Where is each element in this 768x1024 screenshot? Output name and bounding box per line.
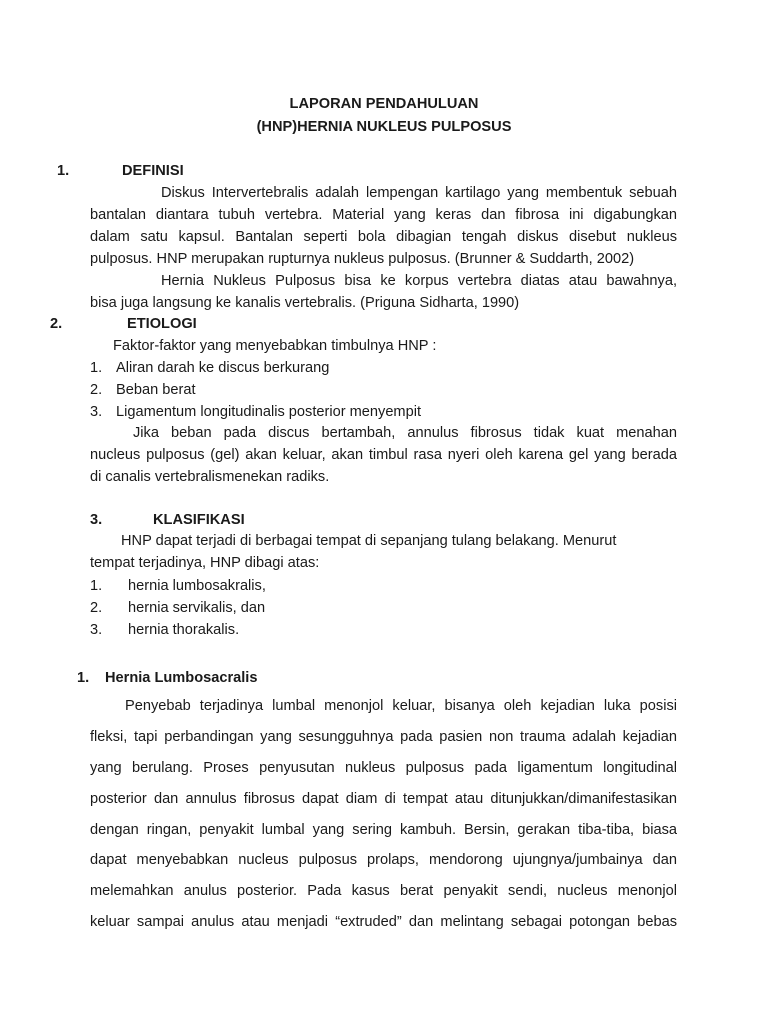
list-item-number: 3.: [90, 404, 103, 420]
document-title: LAPORAN PENDAHULUAN: [289, 96, 479, 112]
list-item-text: Ligamentum longitudinalis posterior menyempit: [116, 404, 422, 420]
list-item-number: 1.: [90, 360, 103, 376]
list-item-text: hernia servikalis, dan: [128, 600, 266, 616]
paragraph-line: di canalis vertebralismenekan radiks.: [90, 469, 330, 485]
paragraph-line: fleksi, tapi perbandingan yang sesungguhnya pada pasien non trauma adalah kejadian: [90, 728, 677, 745]
paragraph-line: tempat terjadinya, HNP dibagi atas:: [90, 555, 320, 571]
paragraph-line: posterior dan annulus fibrosus dapat diam di tempat atau ditunjukkan/dimanifestasikan: [90, 790, 677, 807]
klasifikasi-intro: [90, 530, 677, 574]
paragraph-line: melemahkan anulus posterior. Pada kasus berat penyakit sendi, nucleus menonjol: [90, 883, 677, 900]
paragraph-line: Penyebab terjadinya lumbal menonjol keluar, bisanya oleh kejadian luka posisi: [125, 698, 677, 714]
list-item-text: Aliran darah ke discus berkurang: [116, 360, 330, 376]
list-item-number: 2.: [90, 382, 103, 398]
section-number-klasifikasi: 3.: [90, 512, 103, 528]
document-subtitle: (HNP)HERNIA NUKLEUS PULPOSUS: [256, 119, 512, 135]
paragraph-line: dalam satu kapsul. Bantalan seperti bola dibagian tengah diskus disebut nukleus: [90, 229, 677, 245]
paragraph-line: pulposus. HNP merupakan rupturnya nukleus pulposus. (Brunner & Suddarth, 2002): [90, 251, 635, 267]
paragraph-line: dengan ringan, penyakit lumbal yang sering kambuh. Bersin, gerakan tiba-tiba, biasa: [90, 821, 677, 838]
lumbosacralis-paragraph: [90, 691, 677, 938]
list-item-text: hernia lumbosakralis,: [128, 578, 266, 594]
etiologi-intro: Faktor-faktor yang menyebabkan timbulnya HNP :: [113, 338, 437, 354]
list-item-number: 1.: [90, 578, 103, 594]
paragraph-line: Hernia Nukleus Pulposus bisa ke korpus vertebra diatas atau bawahnya,: [161, 273, 677, 289]
paragraph-line: HNP dapat terjadi di berbagai tempat di sepanjang tulang belakang. Menurut: [121, 533, 617, 549]
list-item-text: hernia thorakalis.: [128, 622, 240, 638]
list-item-text: Beban berat: [116, 382, 196, 398]
section-heading-definisi: DEFINISI: [122, 163, 184, 179]
definisi-paragraph-2: [90, 270, 677, 314]
paragraph-line: Jika beban pada discus bertambah, annulus fibrosus tidak kuat menahan: [133, 425, 677, 441]
paragraph-line: keluar sampai anulus atau menjadi “extruded” dan melintang sebagai potongan bebas: [90, 914, 677, 931]
section-heading-etiologi: ETIOLOGI: [127, 316, 197, 332]
subsection-heading-lumbosacralis: Hernia Lumbosacralis: [105, 670, 258, 686]
section-number-definisi: 1.: [57, 163, 70, 179]
paragraph-line: yang berulang. Proses penyusutan nukleus pulposus pada ligamentum longitudinal: [90, 759, 677, 776]
definisi-paragraph-1: [90, 182, 677, 270]
etiologi-paragraph: [90, 422, 677, 488]
list-item-number: 3.: [90, 622, 103, 638]
paragraph-line: bantalan diantara tubuh vertebra. Material yang keras dan fibrosa ini digabungkan: [90, 207, 677, 223]
list-item-number: 2.: [90, 600, 103, 616]
paragraph-line: dapat menyebabkan nucleus pulposus prolaps, mendorong ujungnya/jumbainya dan: [90, 852, 677, 869]
section-number-etiologi: 2.: [50, 316, 63, 332]
paragraph-line: bisa juga langsung ke kanalis vertebralis. (Priguna Sidharta, 1990): [90, 295, 520, 311]
paragraph-line: Diskus Intervertebralis adalah lempengan kartilago yang membentuk sebuah: [161, 185, 677, 201]
paragraph-line: nucleus pulposus (gel) akan keluar, akan timbul rasa nyeri oleh karena gel yang berada: [90, 447, 677, 463]
subsection-number-lumbosacralis: 1.: [77, 670, 90, 686]
section-heading-klasifikasi: KLASIFIKASI: [153, 512, 245, 528]
